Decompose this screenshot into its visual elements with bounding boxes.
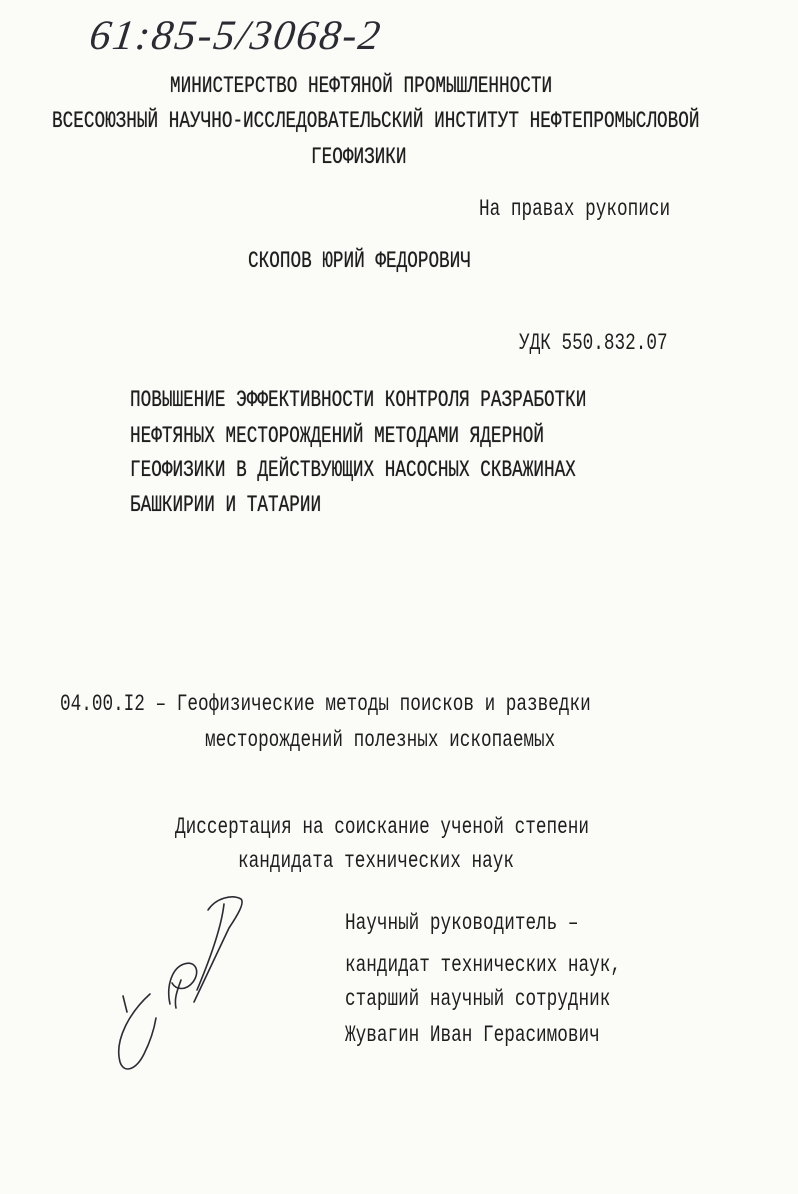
specialty-line-1: 04.00.I2 – Геофизические методы поисков и разведки	[60, 692, 591, 718]
supervisor-position: старший научный сотрудник	[345, 987, 611, 1013]
specialty-line-2: месторождений полезных ископаемых	[205, 728, 556, 754]
title-line: НЕФТЯНЫХ МЕСТОРОЖДЕНИЙ МЕТОДАМИ ЯДЕРНОЙ	[130, 424, 544, 450]
degree-line-2: кандидата технических наук	[238, 849, 514, 875]
handwritten-catalog-number: 61:85-5/3068-2	[86, 13, 385, 59]
title-line: БАШКИРИИ И ТАТАРИИ	[130, 493, 322, 519]
handwritten-signature	[100, 890, 260, 1080]
signature-stroke	[169, 963, 197, 1004]
signature-stroke	[119, 994, 156, 1069]
ministry-heading: МИНИСТЕРСТВО НЕФТЯНОЙ ПРОМЫШЛЕННОСТИ	[170, 74, 553, 100]
manuscript-note: На правах рукописи	[479, 197, 671, 223]
udc-code: УДК 550.832.07	[519, 331, 668, 357]
supervisor-name: Жувагин Иван Герасимович	[345, 1023, 600, 1049]
author-name: СКОПОВ ЮРИЙ ФЕДОРОВИЧ	[248, 249, 471, 275]
title-line: ГЕОФИЗИКИ В ДЕЙСТВУЮЩИХ НАСОСНЫХ СКВАЖИНАХ	[130, 458, 576, 484]
institute-heading-line-2: ГЕОФИЗИКИ	[311, 145, 407, 171]
supervisor-label: Научный руководитель –	[345, 911, 579, 937]
signature-stroke	[123, 996, 127, 1012]
title-line: ПОВЫШЕНИЕ ЭФФЕКТИВНОСТИ КОНТРОЛЯ РАЗРАБОТКИ	[130, 388, 587, 414]
supervisor-degree: кандидат технических наук,	[345, 953, 621, 979]
degree-line-1: Диссертация на соискание ученой степени	[175, 815, 589, 841]
signature-stroke	[194, 897, 242, 1002]
institute-heading-line-1: ВСЕСОЮЗНЫЙ НАУЧНО-ИССЛЕДОВАТЕЛЬСКИЙ ИНСТИТУТ НЕФТЕПРОМЫСЛОВОЙ	[52, 109, 700, 135]
signature-stroke	[175, 980, 181, 1008]
